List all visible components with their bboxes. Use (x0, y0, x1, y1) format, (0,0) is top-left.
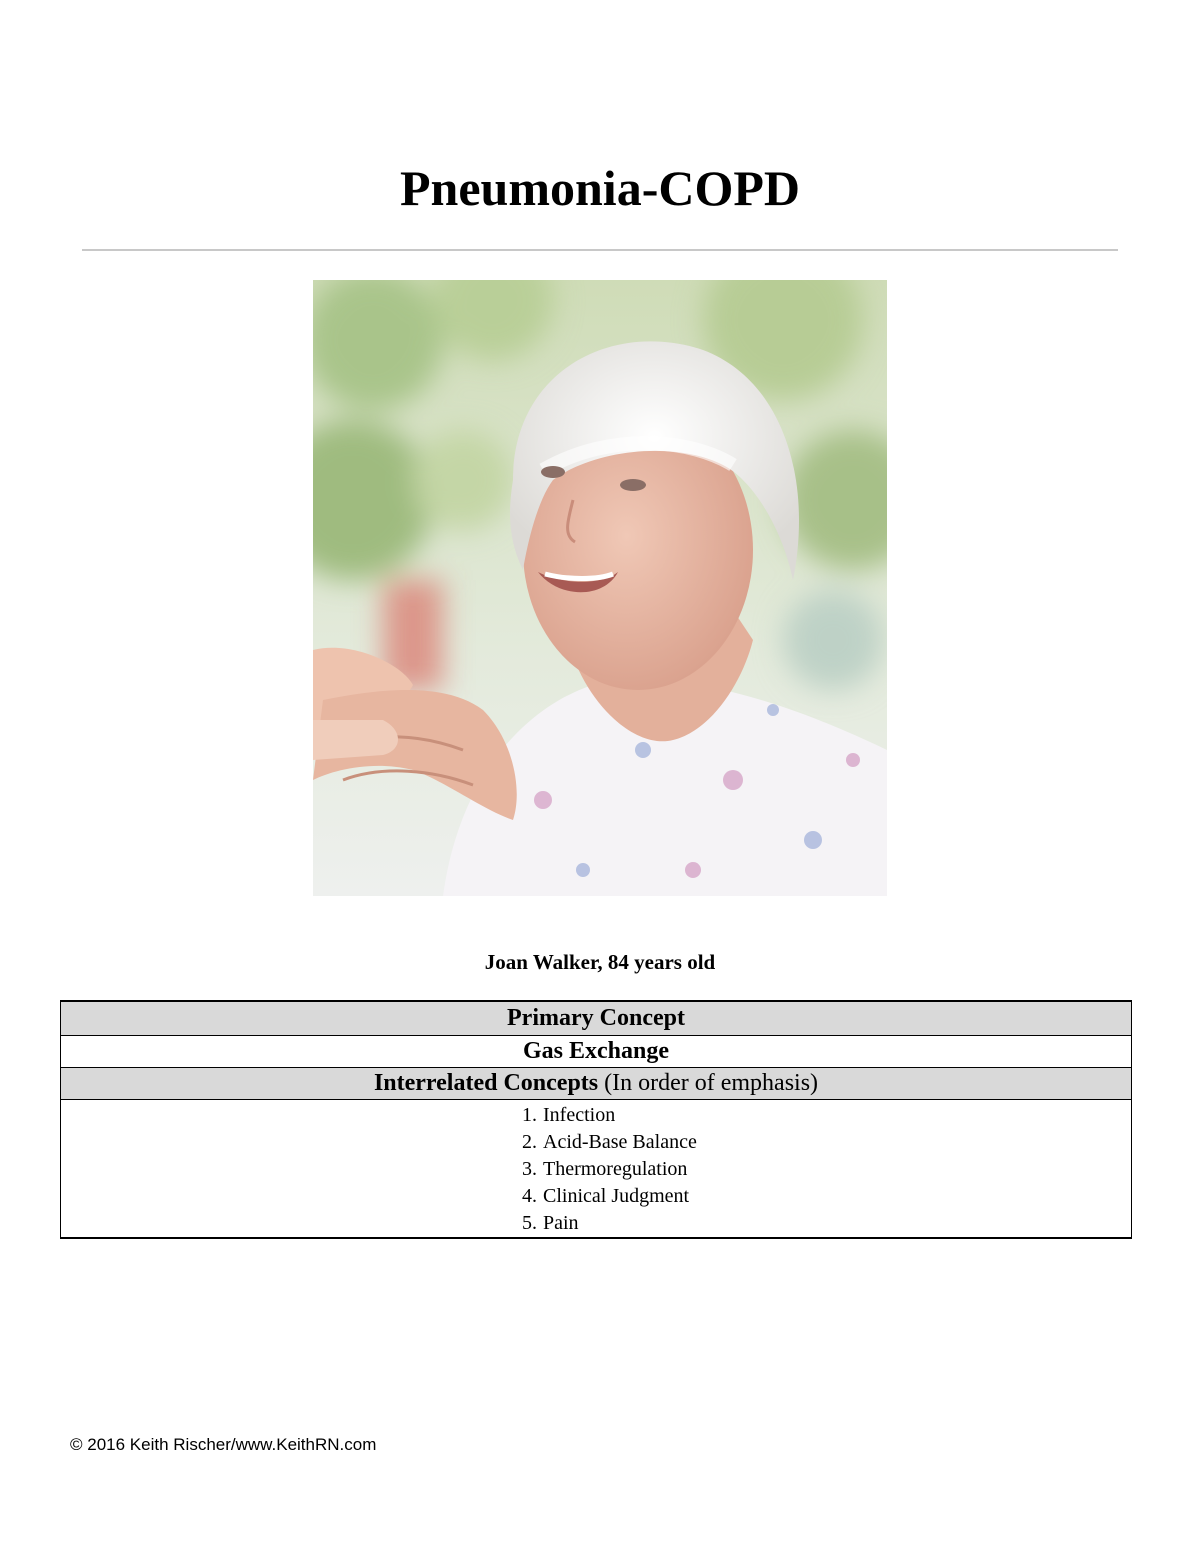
interrelated-concepts-list-row (61, 1100, 1132, 1239)
primary-concept-value-row (61, 1036, 1132, 1068)
list-item (509, 1156, 1131, 1183)
list-item-number: 1. (522, 1104, 537, 1126)
patient-caption: Joan Walker, 84 years old (484, 950, 716, 974)
list-item-number: 5. (522, 1212, 537, 1234)
interrelated-concepts-header (61, 1068, 1132, 1100)
list-item (509, 1102, 1131, 1129)
list-item-number: 3. (522, 1158, 537, 1180)
primary-concept-header-row (61, 1001, 1132, 1036)
list-item (509, 1210, 1131, 1237)
list-item (509, 1183, 1131, 1210)
list-item-label: Thermoregulation (543, 1158, 688, 1180)
list-item-label: Clinical Judgment (543, 1185, 690, 1207)
primary-concept-value: Gas Exchange (61, 1036, 1132, 1068)
interrelated-concepts-list (61, 1100, 1131, 1237)
concept-table (60, 1000, 1132, 1239)
list-item (509, 1129, 1131, 1156)
copyright-footer: © 2016 Keith Rischer/www.KeithRN.com (70, 1435, 377, 1454)
patient-photo (313, 280, 887, 896)
list-item-number: 2. (522, 1131, 537, 1153)
list-item-label: Acid-Base Balance (543, 1131, 697, 1153)
interrelated-concepts-note: (In order of emphasis) (598, 1070, 819, 1096)
title-divider (82, 249, 1118, 251)
list-item-number: 4. (522, 1185, 537, 1207)
primary-concept-header: Primary Concept (61, 1001, 1132, 1036)
page-title: Pneumonia-COPD (400, 160, 800, 216)
list-item-label: Pain (543, 1212, 579, 1234)
list-item-label: Infection (543, 1104, 616, 1126)
interrelated-concepts-list-cell (61, 1100, 1132, 1239)
interrelated-concepts-title: Interrelated Concepts (373, 1070, 599, 1096)
interrelated-concepts-header-row (61, 1068, 1132, 1100)
